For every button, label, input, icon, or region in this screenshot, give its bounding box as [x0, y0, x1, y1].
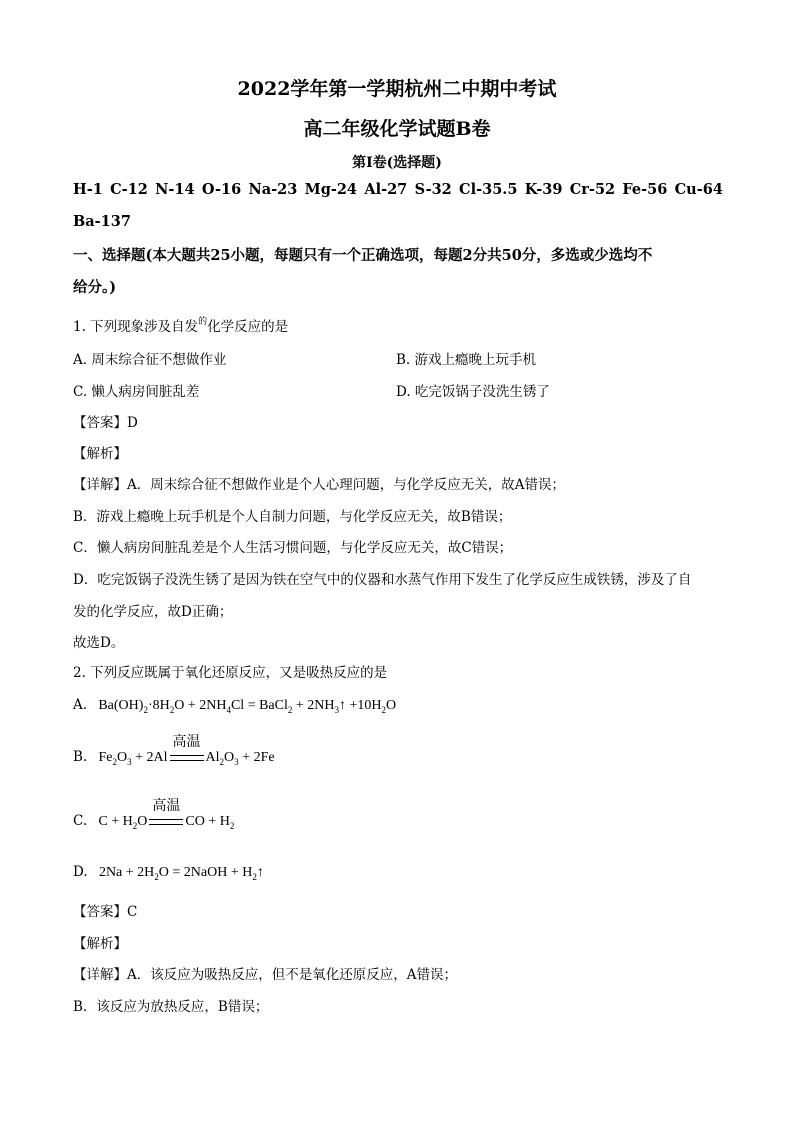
atomic-mass-line2: Ba-137 [73, 213, 131, 230]
q1-answer: 【答案】D [73, 415, 138, 431]
atomic-mass: Cu-64 [674, 181, 723, 198]
section-title: 第Ⅰ卷(选择题) [352, 155, 442, 171]
atomic-mass: C-12 [110, 181, 148, 198]
atomic-mass: H-1 [73, 181, 103, 198]
equation-a: $Ba(OH)_2\cdot 8H_2O + 2NH_4Cl$ = BaCl$_2$ + $2NH_3↑ +10H_2O$ [91, 698, 397, 715]
equation-b: $Fe_2O_3 + 2Al$ 高温 $Al_2O_3 + 2Fe$ [91, 734, 275, 767]
reaction-condition: 高温 [149, 814, 183, 830]
atomic-mass: K-39 [524, 181, 563, 198]
equation-c: $C + H_2O$ 高温 CO + $H_2$ [91, 798, 235, 831]
q2-stem: 2. 下列反应既属于氧化还原反应，又是吸热反应的是 [73, 665, 388, 681]
q1-option-d: D. 吃完饭锅子没洗生锈了 [396, 384, 550, 400]
q1-detail-d: D．吃完饭锅子没洗生锈了是因为铁在空气中的仪器和水蒸气作用下发生了化学反应生成铁锈，涉及了自 [73, 572, 692, 588]
exam-subtitle: 高二年级化学试题B卷 [303, 118, 491, 140]
atomic-mass: Na-23 [248, 181, 298, 198]
stray-fragment: 的 [198, 317, 208, 327]
q1-detail-a: 【详解】A．周末综合征不想做作业是个人心理问题，与化学反应无关，故A错误； [73, 477, 565, 493]
q2-option-b: B. $Fe_2O_3 + 2Al$ 高温 $Al_2O_3 + 2Fe$ [73, 734, 275, 767]
q1-option-c: C. 懒人病房间脏乱差 [73, 384, 200, 400]
q2-answer: 【答案】C [73, 904, 138, 920]
q1-option-a: A. 周末综合征不想做作业 [73, 352, 227, 368]
q2-analysis-tag: 【解析】 [73, 936, 127, 952]
equation-d: $2Na + 2H_2O$ = 2NaOH + $H_2↑$ [91, 865, 264, 882]
q1-analysis-tag: 【解析】 [73, 446, 127, 462]
q1-detail-d-cont: 发的化学反应，故D正确； [73, 604, 233, 620]
atomic-mass: S-32 [414, 181, 452, 198]
q2-option-a: A. $Ba(OH)_2\cdot 8H_2O + 2NH_4Cl$ = BaCl$_2$ + $2NH_3↑ +10H_2O$ [73, 697, 397, 715]
atomic-mass: Fe-56 [622, 181, 668, 198]
q1-stem: 1. 下列现象涉及自发$^的$化学反应的是 [73, 317, 289, 335]
q1-conclusion: 故选D。 [73, 635, 125, 651]
atomic-mass: Cr-52 [569, 181, 616, 198]
atomic-mass: Cl-35.5 [459, 181, 518, 198]
atomic-mass: O-16 [201, 181, 242, 198]
exam-title: 2022学年第一学期杭州二中期中考试 [237, 78, 557, 100]
q2-detail-b: B．该反应为放热反应，B错误； [73, 999, 269, 1015]
q1-option-b: B. 游戏上瘾晚上玩手机 [396, 352, 537, 368]
reaction-condition: 高温 [170, 750, 204, 766]
q2-option-d: D. $2Na + 2H_2O$ = 2NaOH + $H_2↑$ [73, 864, 264, 882]
q1-detail-c: C．懒人病房间脏乱差是个人生活习惯问题，与化学反应无关，故C错误； [73, 540, 513, 556]
atomic-mass: Mg-24 [304, 181, 358, 198]
atomic-masses-row [73, 181, 723, 198]
part-heading-line2: 给分。) [73, 279, 117, 296]
q2-option-c: C. $C + H_2O$ 高温 CO + $H_2$ [73, 798, 235, 831]
q2-detail-a: 【详解】A．该反应为吸热反应，但不是氧化还原反应，A错误； [73, 967, 457, 983]
part-heading-line1: 一、选择题(本大题共25小题，每题只有一个正确选项，每题2分共50分，多选或少选均不 [73, 247, 653, 264]
q1-detail-b: B．游戏上瘾晚上玩手机是个人自制力问题，与化学反应无关，故B错误； [73, 509, 512, 525]
atomic-mass: N-14 [155, 181, 195, 198]
atomic-mass: Al-27 [364, 181, 408, 198]
